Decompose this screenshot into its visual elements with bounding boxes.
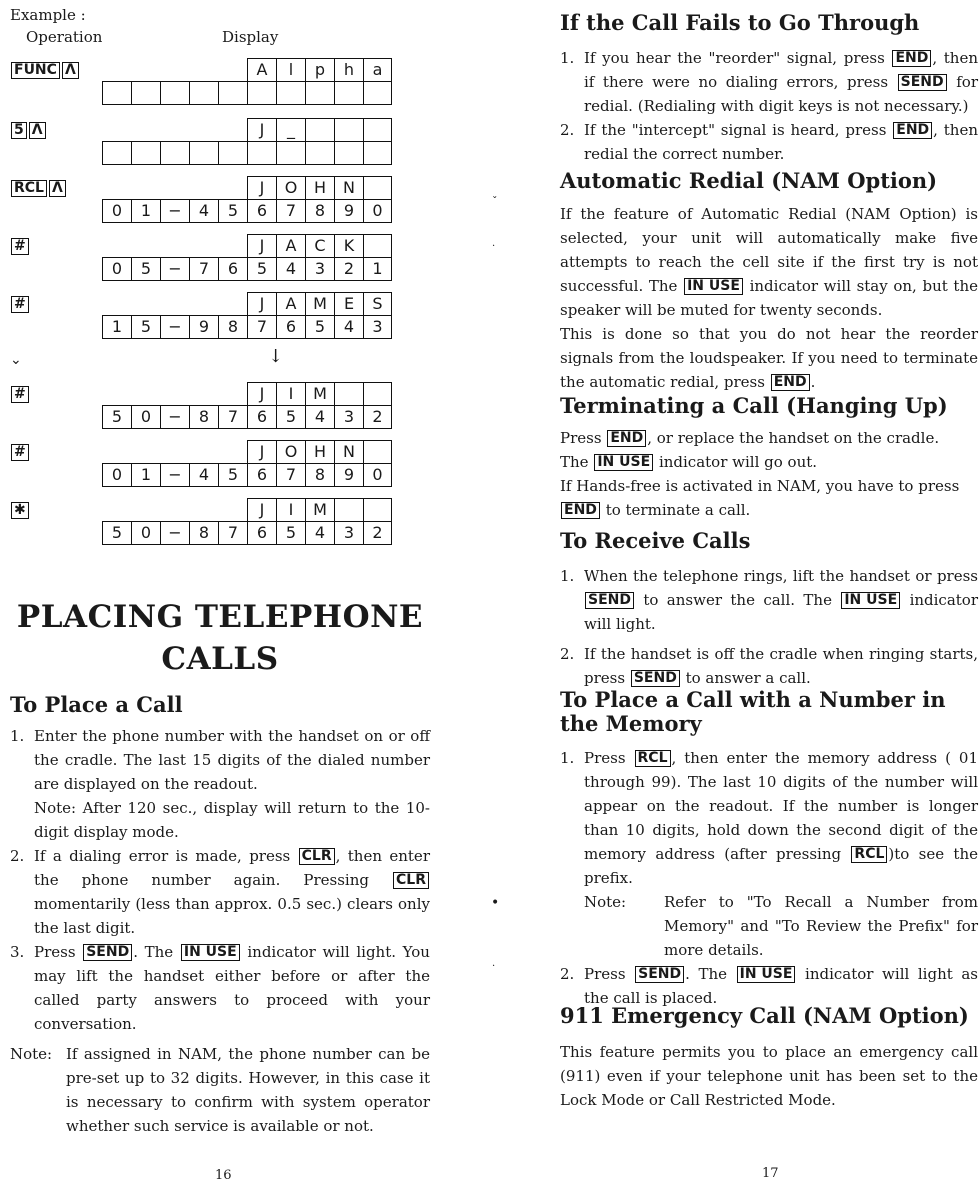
item1-note: Note: After 120 sec., display will return to the 10-digit display mode. (34, 799, 430, 841)
display-top-row (247, 292, 392, 316)
send-key: SEND (585, 592, 634, 609)
display-cell (363, 498, 392, 522)
display-cell: J (247, 382, 276, 406)
display-cell (218, 81, 247, 105)
list-item: 2. If a dialing error is made, press CLR , then enter the phone number again. Pressing CLR momentarily (less than approx. 0.5 sec.) clears only the last digit. (10, 847, 430, 937)
emergency-text: This feature permits you to place an emergency call (911) even if your telephone unit has been set to the Lock Mode or Call Restricted Mode. (560, 1043, 978, 1109)
display-cell (363, 81, 392, 105)
end-key: END (561, 502, 600, 519)
display-top-row (247, 234, 392, 258)
operation-keys (10, 294, 30, 313)
end-key: END (893, 122, 932, 139)
display-cell: 0 (131, 521, 160, 545)
left-note: Note: If assigned in NAM, the phone number can be pre-set up to 32 digits. However, in this case it is necessary to confirm with system operator whether such service is available or not. (10, 1045, 430, 1135)
display-cell: 1 (363, 257, 392, 281)
display-cell: 3 (334, 405, 363, 429)
display-cell (363, 176, 392, 200)
display-cell: H (305, 176, 334, 200)
display-cell (363, 118, 392, 142)
down-arrow-icon: ↓ (268, 346, 284, 367)
display-cell: 4 (305, 405, 334, 429)
display-cell: J (247, 440, 276, 464)
list-item: 2. If the handset is off the cradle when ringing starts, press SEND to answer a call. (560, 645, 978, 687)
clr-key: CLR (299, 848, 335, 865)
title-line1: PLACING TELEPHONE (16, 599, 424, 635)
key-cap: # (11, 444, 29, 461)
display-cell: 4 (334, 315, 363, 339)
display-cell: J (247, 118, 276, 142)
page-number: 17 (762, 1166, 779, 1181)
display-cell: N (334, 440, 363, 464)
display-cell: C (305, 234, 334, 258)
display-cell: 6 (218, 257, 247, 281)
display-cell: 0 (363, 199, 392, 223)
display-cell: − (160, 315, 189, 339)
display-cell: 5 (131, 315, 160, 339)
display-cell: 4 (189, 199, 218, 223)
display-cell: h (334, 58, 363, 82)
display-cell: 5 (102, 405, 131, 429)
display-bottom-row (102, 463, 392, 487)
receive-list (560, 564, 978, 690)
key-cap: # (11, 238, 29, 255)
display-cell: − (160, 405, 189, 429)
display-cell: 8 (218, 315, 247, 339)
display-cell: 4 (305, 521, 334, 545)
send-key: SEND (635, 966, 684, 983)
display-top-row (247, 58, 392, 82)
display-cell: 1 (131, 199, 160, 223)
page-number: 16 (215, 1168, 232, 1183)
display-cell: 8 (189, 521, 218, 545)
send-key: SEND (631, 670, 680, 687)
display-cell (189, 141, 218, 165)
display-cell (305, 118, 334, 142)
display-cell: J (247, 292, 276, 316)
display-top-row (247, 498, 392, 522)
heading-memory: To Place a Call with a Number in the Memory (560, 687, 946, 736)
display-cell (334, 141, 363, 165)
display-header: Display (222, 28, 279, 46)
display-cell: 5 (131, 257, 160, 281)
display-cell: a (363, 58, 392, 82)
key-cap: ✱ (11, 502, 29, 519)
list-item: 1. When the telephone rings, lift the handset or press SEND to answer the call. The IN USE indicator will light. (560, 567, 978, 633)
display-cell: 9 (189, 315, 218, 339)
display-bottom-row (102, 199, 392, 223)
list-item: 1. Enter the phone number with the handset on or off the cradle. The last 15 digits of the dialed number are displayed on the readout. Note: After 120 sec., display will return to the 10-digit display mode. (10, 724, 430, 844)
display-cell (334, 498, 363, 522)
key-cap: RCL (11, 180, 47, 197)
display-top-row (247, 118, 392, 142)
display-cell: 8 (305, 199, 334, 223)
display-cell: _ (276, 118, 305, 142)
display-cell: 7 (218, 405, 247, 429)
display-cell: 2 (363, 521, 392, 545)
memory-note: Note: Refer to "To Recall a Number from Memory" and "To Review the Prefix" for more details. (584, 893, 978, 959)
display-cell: l (276, 58, 305, 82)
display-cell: J (247, 176, 276, 200)
display-bottom-row (102, 521, 392, 545)
operation-keys (10, 120, 47, 139)
display-cell: 8 (189, 405, 218, 429)
display-cell: A (276, 234, 305, 258)
item1-text: Enter the phone number with the handset on or off the cradle. The last 15 digits of the dialed number are displayed on the readout. (34, 727, 430, 793)
display-cell: 5 (276, 521, 305, 545)
heading-terminating: Terminating a Call (Hanging Up) (560, 393, 948, 418)
example-label: Example : (10, 6, 86, 24)
display-cell: 5 (305, 315, 334, 339)
display-cell: A (276, 292, 305, 316)
display-cell: 6 (276, 315, 305, 339)
display-cell: − (160, 257, 189, 281)
display-cell: 5 (102, 521, 131, 545)
display-cell: M (305, 498, 334, 522)
display-cell (363, 382, 392, 406)
rcl-key: RCL (635, 750, 671, 767)
gutter-dot: • (491, 895, 500, 911)
in-use-indicator: IN USE (737, 966, 796, 983)
display-cell: 4 (276, 257, 305, 281)
display-cell: O (276, 176, 305, 200)
display-cell: M (305, 382, 334, 406)
display-top-row (247, 382, 392, 406)
list-item: 1. Press RCL , then enter the memory address ( 01 through 99). The last 10 digits of the number will appear on the readout. If the number is longer than 10 digits, hold down the second digit of the memory address (after pressing RCL )to see the prefix. (560, 749, 979, 887)
in-use-indicator: IN USE (684, 278, 743, 295)
display-cell (363, 440, 392, 464)
display-bottom-row (102, 81, 392, 105)
display-cell: 8 (305, 463, 334, 487)
display-bottom-row (102, 141, 392, 165)
display-cell: 3 (305, 257, 334, 281)
heading-place-call: To Place a Call (10, 692, 183, 717)
display-cell (363, 234, 392, 258)
in-use-indicator: IN USE (594, 454, 653, 471)
display-cell: 7 (276, 463, 305, 487)
display-cell: 0 (102, 463, 131, 487)
call-fails-list (560, 46, 978, 166)
display-cell: p (305, 58, 334, 82)
display-cell: 1 (102, 315, 131, 339)
display-bottom-row (102, 405, 392, 429)
display-cell (131, 81, 160, 105)
display-cell: 2 (334, 257, 363, 281)
display-cell: 2 (363, 405, 392, 429)
heading-emergency: 911 Emergency Call (NAM Option) (560, 1003, 969, 1028)
end-key: END (607, 430, 646, 447)
display-cell: H (305, 440, 334, 464)
send-key: SEND (83, 944, 132, 961)
display-cell: 6 (247, 199, 276, 223)
in-use-indicator: IN USE (181, 944, 240, 961)
display-cell: 6 (247, 521, 276, 545)
display-cell: 0 (102, 257, 131, 281)
gutter-mark: . (492, 958, 496, 969)
display-cell (276, 81, 305, 105)
display-cell (102, 141, 131, 165)
display-cell: 9 (334, 199, 363, 223)
gutter-mark: ˇ (492, 195, 498, 208)
display-cell: J (247, 498, 276, 522)
key-cap: Λ (62, 62, 79, 79)
display-cell: − (160, 463, 189, 487)
display-cell (160, 141, 189, 165)
display-cell: 4 (189, 463, 218, 487)
list-item: 3. Press SEND . The IN USE indicator will light. You may lift the handset either before or after the called party answers to proceed with your conversation. (10, 943, 430, 1033)
display-cell: 6 (247, 405, 276, 429)
display-bottom-row (102, 315, 392, 339)
display-cell (160, 81, 189, 105)
key-cap: Λ (29, 122, 46, 139)
display-cell: 0 (102, 199, 131, 223)
list-item: 2. Press SEND . The IN USE indicator will light as the call is placed. (560, 965, 978, 1007)
display-cell (131, 141, 160, 165)
memory-list (560, 746, 978, 1010)
key-cap: FUNC (11, 62, 60, 79)
display-cell: M (305, 292, 334, 316)
rcl-key: RCL (851, 846, 887, 863)
heading-call-fails: If the Call Fails to Go Through (560, 10, 920, 35)
display-cell: K (334, 234, 363, 258)
display-cell (334, 81, 363, 105)
display-cell: 6 (247, 463, 276, 487)
place-call-list (10, 724, 430, 1036)
display-cell: N (334, 176, 363, 200)
display-cell (247, 81, 276, 105)
end-key: END (771, 374, 810, 391)
operation-keys (10, 60, 80, 79)
display-cell (363, 141, 392, 165)
display-cell: 7 (189, 257, 218, 281)
operation-keys (10, 178, 67, 197)
display-cell (218, 141, 247, 165)
display-cell: A (247, 58, 276, 82)
operation-keys (10, 442, 30, 461)
end-key: END (892, 50, 931, 67)
display-cell: S (363, 292, 392, 316)
display-top-row (247, 440, 392, 464)
operation-header: Operation (26, 28, 103, 46)
display-cell: 0 (363, 463, 392, 487)
title-line2: CALLS (161, 641, 279, 677)
display-cell: 0 (131, 405, 160, 429)
display-cell: 5 (218, 463, 247, 487)
display-cell: I (276, 382, 305, 406)
display-bottom-row (102, 257, 392, 281)
display-top-row (247, 176, 392, 200)
key-cap: # (11, 386, 29, 403)
display-cell: 5 (276, 405, 305, 429)
display-cell: 7 (218, 521, 247, 545)
list-item: 1. If you hear the "reorder" signal, press END , then if there were no dialing errors, press SEND for redial. (Redialing with digit keys is not necessary.) (560, 49, 978, 115)
display-cell: 5 (247, 257, 276, 281)
display-cell (305, 141, 334, 165)
send-key: SEND (898, 74, 947, 91)
display-cell: I (276, 498, 305, 522)
clr-key: CLR (393, 872, 429, 889)
display-cell: 3 (363, 315, 392, 339)
display-cell: 3 (334, 521, 363, 545)
operation-keys (10, 236, 30, 255)
display-cell (189, 81, 218, 105)
display-cell: − (160, 199, 189, 223)
auto-redial-text: If the feature of Automatic Redial (NAM Option) is selected, your unit will automatically make five attempts to reach the cell site if the first try is not successful. The IN USE indicator will stay on, but the speaker will be muted for twenty seconds. This is done so that you do not hear the reorder signals from the loudspeaker. If you need to terminate the automatic redial, press END . (560, 205, 978, 391)
terminating-text: Press END , or replace the handset on the cradle. The IN USE indicator will go out. If Hands-free is activated in NAM, you have to press END to terminate a call. (560, 429, 960, 519)
display-cell: 7 (247, 315, 276, 339)
display-cell (334, 118, 363, 142)
display-cell: 1 (131, 463, 160, 487)
operation-keys (10, 384, 30, 403)
list-item: 2. If the "intercept" signal is heard, press END , then redial the correct number. (560, 121, 978, 163)
arrow-small: ⌄ (10, 352, 22, 368)
heading-auto-redial: Automatic Redial (NAM Option) (560, 168, 938, 193)
display-cell (334, 382, 363, 406)
display-cell (247, 141, 276, 165)
page-title (10, 596, 430, 680)
display-cell: 5 (218, 199, 247, 223)
display-cell: O (276, 440, 305, 464)
in-use-indicator: IN USE (841, 592, 900, 609)
display-cell: E (334, 292, 363, 316)
display-cell: J (247, 234, 276, 258)
key-cap: # (11, 296, 29, 313)
gutter-mark: . (492, 238, 496, 249)
key-cap: 5 (11, 122, 27, 139)
operation-keys (10, 500, 30, 519)
heading-receive: To Receive Calls (560, 528, 751, 553)
key-cap: Λ (49, 180, 66, 197)
display-cell (305, 81, 334, 105)
display-cell: − (160, 521, 189, 545)
display-cell (102, 81, 131, 105)
display-cell: 9 (334, 463, 363, 487)
display-cell: 7 (276, 199, 305, 223)
display-cell (276, 141, 305, 165)
